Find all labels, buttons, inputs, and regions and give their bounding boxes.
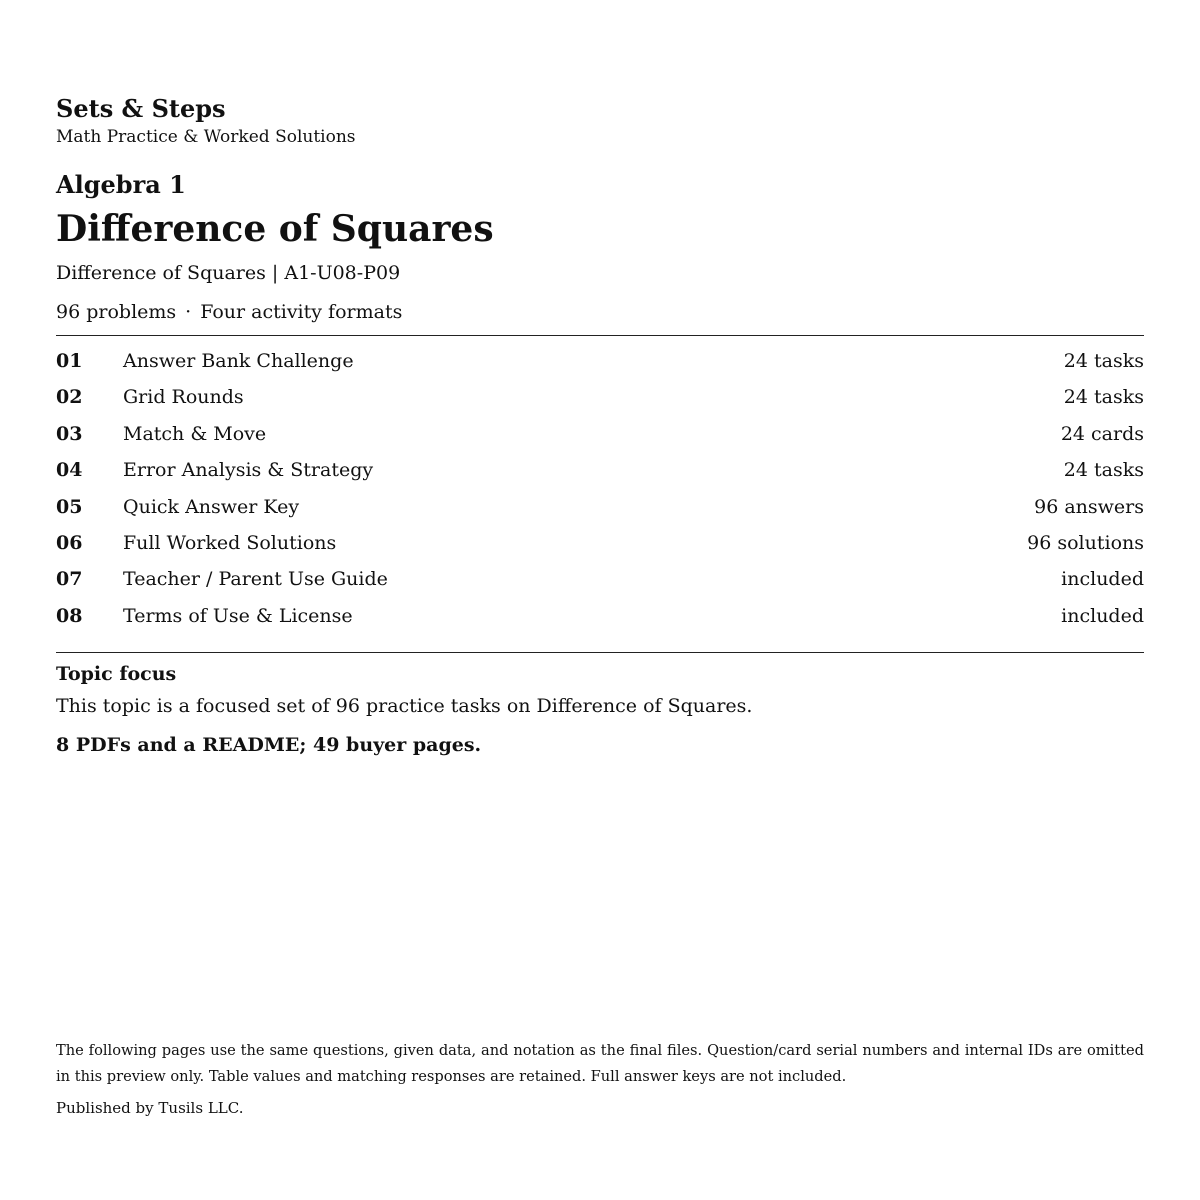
contents-row bbox=[56, 452, 1144, 488]
summary-line bbox=[56, 299, 402, 325]
focus-heading: Topic focus bbox=[56, 663, 177, 685]
contents-count: 96 solutions bbox=[1027, 531, 1144, 554]
brand-subtitle: Math Practice & Worked Solutions bbox=[56, 127, 356, 147]
contents-row bbox=[56, 416, 1144, 452]
contents-number: 05 bbox=[56, 495, 83, 518]
contents-number: 08 bbox=[56, 604, 83, 627]
summary-separator: · bbox=[185, 301, 192, 323]
topic-code: Difference of Squares | A1-U08-P09 bbox=[56, 262, 401, 284]
contents-name: Quick Answer Key bbox=[123, 495, 300, 518]
contents-row bbox=[56, 379, 1144, 415]
divider-top bbox=[56, 335, 1144, 336]
contents-name: Terms of Use & License bbox=[123, 604, 353, 627]
contents-number: 01 bbox=[56, 350, 83, 372]
contents-number: 06 bbox=[56, 531, 83, 554]
contents-row bbox=[56, 489, 1144, 525]
publisher-credit: Published by Tusils LLC. bbox=[56, 1099, 244, 1117]
contents-count: included bbox=[1061, 604, 1144, 627]
contents-name: Grid Rounds bbox=[123, 386, 244, 409]
contents-count: 24 cards bbox=[1060, 422, 1144, 445]
summary-formats: Four activity formats bbox=[200, 301, 403, 323]
contents-count: included bbox=[1061, 568, 1144, 591]
contents-name: Match & Move bbox=[123, 422, 267, 445]
contents-number: 07 bbox=[56, 568, 83, 591]
contents-name: Error Analysis & Strategy bbox=[123, 459, 374, 482]
contents-row bbox=[56, 598, 1144, 634]
brand-title: Sets & Steps bbox=[56, 94, 226, 123]
focus-files: 8 PDFs and a README; 49 buyer pages. bbox=[56, 734, 482, 756]
contents-count: 24 tasks bbox=[1063, 350, 1144, 372]
contents-name: Answer Bank Challenge bbox=[123, 350, 354, 372]
contents-row bbox=[56, 561, 1144, 597]
contents-count: 24 tasks bbox=[1063, 459, 1144, 482]
topic-title: Difference of Squares bbox=[56, 208, 494, 250]
contents-count: 24 tasks bbox=[1063, 386, 1144, 409]
contents-row bbox=[56, 525, 1144, 561]
contents-number: 02 bbox=[56, 386, 83, 409]
contents-row bbox=[56, 343, 1144, 379]
document-page bbox=[56, 0, 1144, 1200]
preview-disclaimer: The following pages use the same questions, given data, and notation as the final files. Question/card serial numbers and internal IDs are omitted in this preview only. Table values and matching responses are retained. Full answer keys are not included. bbox=[56, 1042, 1144, 1085]
contents-number: 04 bbox=[56, 459, 83, 482]
contents-name: Full Worked Solutions bbox=[123, 531, 337, 554]
contents-list bbox=[56, 343, 1144, 634]
focus-text: This topic is a focused set of 96 practice tasks on Difference of Squares. bbox=[56, 695, 753, 717]
course-name: Algebra 1 bbox=[56, 170, 186, 199]
contents-number: 03 bbox=[56, 422, 83, 445]
summary-count: 96 problems bbox=[56, 301, 177, 323]
contents-count: 96 answers bbox=[1034, 495, 1144, 518]
divider-bottom bbox=[56, 652, 1144, 653]
contents-name: Teacher / Parent Use Guide bbox=[123, 568, 388, 591]
